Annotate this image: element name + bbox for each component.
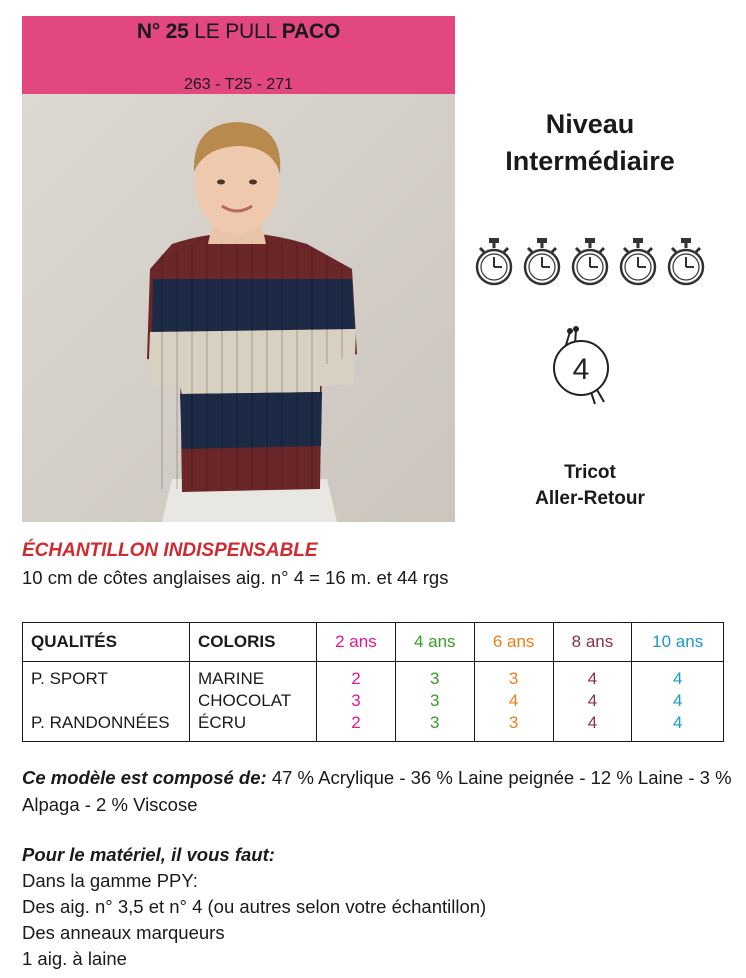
- table-row: [23, 662, 724, 742]
- ball-count: 4: [672, 713, 683, 732]
- size-6-cell: [474, 662, 553, 742]
- size-2-cell: [317, 662, 396, 742]
- ball-count: 3: [430, 669, 440, 688]
- level-value: Intermédiaire: [505, 146, 675, 176]
- ball-count: 2: [351, 669, 361, 688]
- size-4-cell: [395, 662, 474, 742]
- color-label: ÉCRU: [198, 713, 247, 732]
- col-header-size-8: 8 ans: [553, 623, 632, 662]
- ball-count: 3: [430, 713, 440, 732]
- level-label: Niveau: [545, 109, 635, 139]
- title-banner: [22, 16, 455, 94]
- size-10-cell: [632, 662, 724, 742]
- composition-label: Ce modèle est composé de:: [22, 767, 267, 788]
- composition-text: 47 % Acrylique - 36 % Laine peignée - 12 % Laine - 3 % Alpaga - 2 % Viscose: [22, 767, 732, 815]
- ball-count: 4: [587, 691, 598, 710]
- col-header-colors: COLORIS: [190, 623, 317, 662]
- ball-count: 4: [587, 669, 598, 688]
- ball-count: 3: [508, 713, 519, 732]
- pattern-name-prefix: LE PULL: [194, 20, 277, 43]
- quality-label: [31, 690, 181, 712]
- ball-count: 4: [508, 691, 519, 710]
- material-line: Dans la gamme PPY:: [22, 870, 198, 891]
- table-header-row: [23, 623, 724, 662]
- ball-count: 2: [351, 713, 361, 732]
- quality-label: P. SPORT: [31, 669, 108, 688]
- ball-count: 4: [587, 713, 598, 732]
- gauge-text: 10 cm de côtes anglaises aig. n° 4 = 16 m. et 44 rgs: [22, 567, 449, 588]
- col-header-qualities: QUALITÉS: [23, 623, 190, 662]
- quality-label: P. RANDONNÉES: [31, 713, 170, 732]
- material-line: Des anneaux marqueurs: [22, 922, 225, 943]
- col-header-size-2: 2 ans: [317, 623, 396, 662]
- size-8-cell: [553, 662, 632, 742]
- material-title: Pour le matériel, il vous faut:: [22, 844, 275, 865]
- pattern-reference: 263 - T25 - 271: [183, 76, 294, 93]
- pattern-number: N° 25: [136, 20, 189, 43]
- ball-count: 3: [508, 669, 519, 688]
- needle-size-icon: [548, 322, 618, 408]
- difficulty-level: [470, 106, 710, 180]
- material-line: Des aig. n° 3,5 et n° 4 (ou autres selon votre échantillon): [22, 896, 487, 917]
- needle-size-value: 4: [572, 353, 590, 386]
- stopwatch-icon: [618, 236, 658, 288]
- material-line: 1 aig. à laine: [22, 948, 127, 969]
- technique-line-2: Aller-Retour: [535, 488, 645, 509]
- col-header-size-6: 6 ans: [474, 623, 553, 662]
- pattern-name: PACO: [281, 20, 341, 43]
- composition-paragraph: [22, 764, 734, 818]
- col-header-size-4: 4 ans: [395, 623, 474, 662]
- pattern-title: [22, 20, 455, 44]
- stopwatch-icon: [522, 236, 562, 288]
- yarn-quantity-table: [22, 622, 724, 742]
- ball-count: 4: [672, 669, 683, 688]
- ball-count: 4: [672, 691, 683, 710]
- ball-count: 3: [430, 691, 440, 710]
- model-photo: [22, 94, 455, 522]
- material-section: [22, 842, 734, 972]
- difficulty-rating: [470, 236, 710, 290]
- col-header-size-10: 10 ans: [632, 623, 724, 662]
- stopwatch-icon: [666, 236, 706, 288]
- color-label: CHOCOLAT: [198, 691, 292, 710]
- stopwatch-icon: [570, 236, 610, 288]
- color-label: MARINE: [198, 669, 265, 688]
- gauge-title: ÉCHANTILLON INDISPENSABLE: [22, 540, 318, 561]
- qualities-cell: [23, 662, 190, 742]
- stopwatch-icon: [474, 236, 514, 288]
- technique-line-1: Tricot: [564, 462, 616, 483]
- knitting-technique: [490, 460, 690, 512]
- colors-cell: [190, 662, 317, 742]
- ball-count: 3: [351, 691, 361, 710]
